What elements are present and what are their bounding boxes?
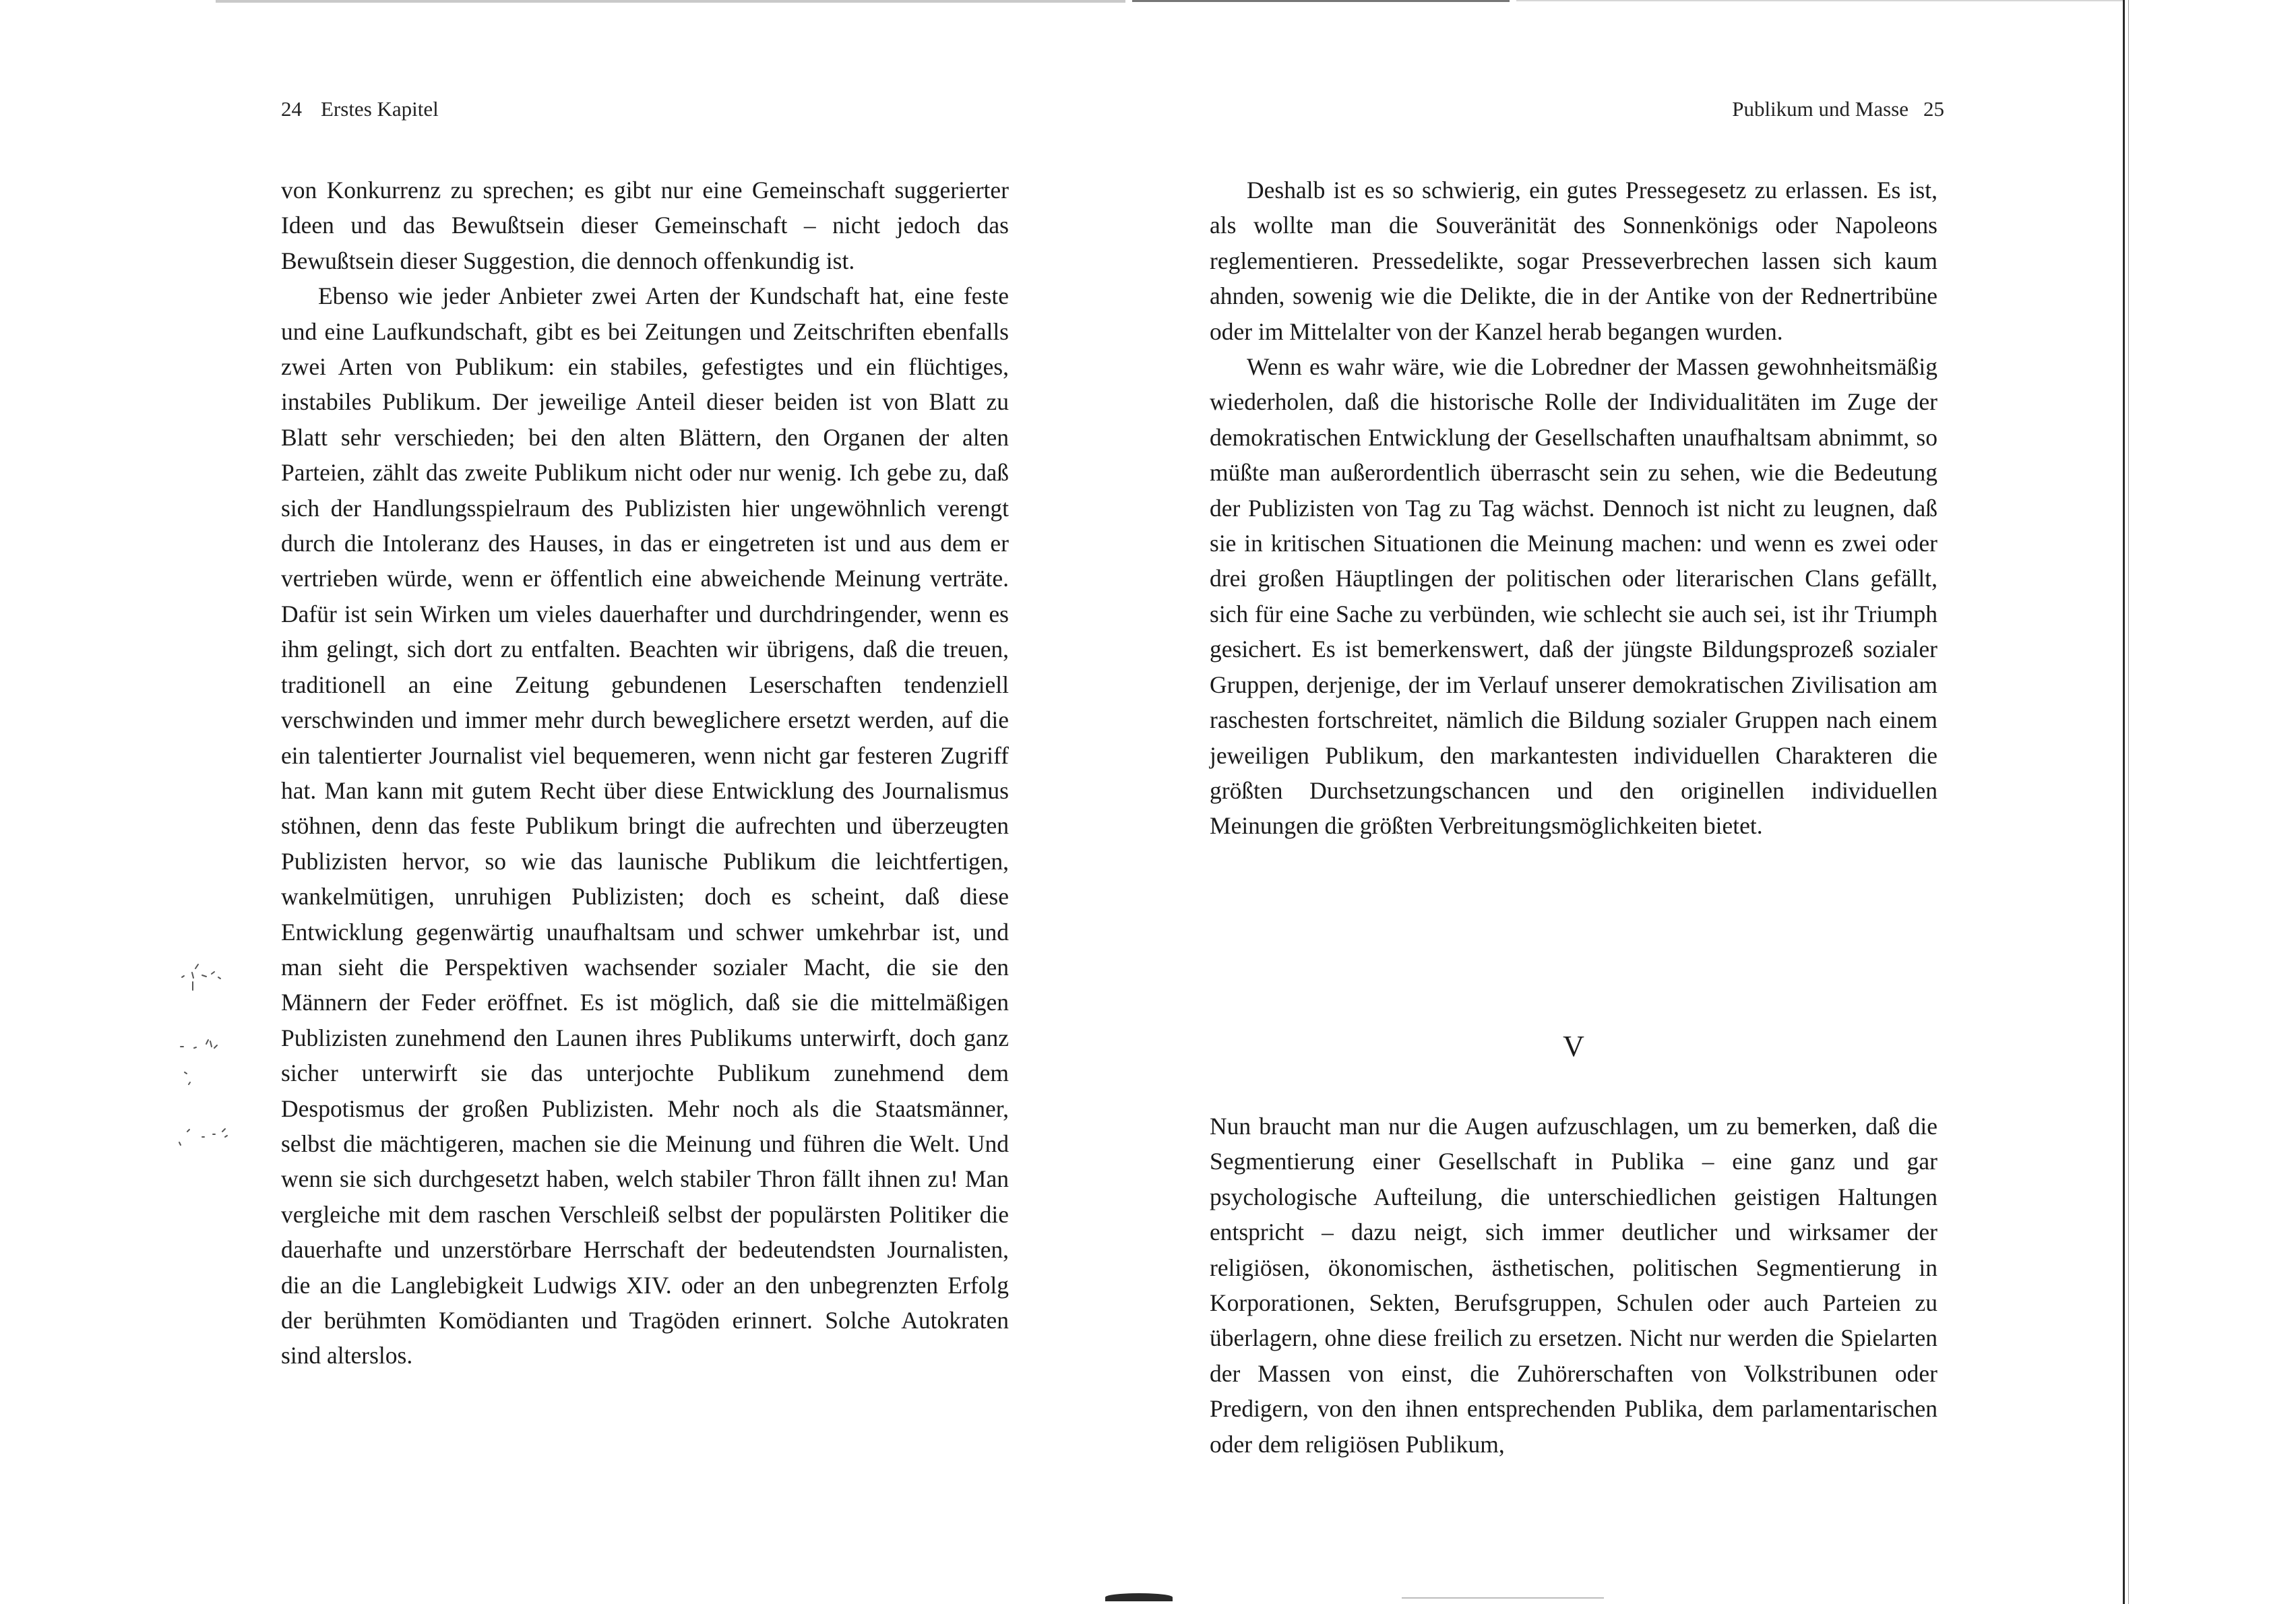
scan-edge-top-right	[1516, 0, 2123, 1]
scan-edge-line	[2123, 0, 2125, 1604]
scan-edge-top-left	[216, 0, 1125, 3]
right-page-text-top	[1210, 173, 1937, 844]
scan-right-margin	[2123, 0, 2296, 1604]
scan-edge-bottom	[1402, 1597, 1604, 1599]
left-page-number: 24	[281, 97, 302, 121]
paragraph: Nun braucht man nur die Augen aufzuschlagen, um zu bemerken, daß die Segmentierung einer Gesellschaft in Publika – eine ganz und gar psychologische Aufteilung, die unterschiedlichen geistigen Haltungen entspricht – dazu neigt, sich immer deutlicher und wirksamer der religiösen, ökonomischen, ästhetischen, politischen Segmentierung in Korporationen, Sekten, Berufsgruppen, Schulen oder auch Parteien zu überlagern, ohne diese freilich zu ersetzen. Nicht nur werden die Spielarten der Massen von einst, die Zuhörerschaften von Volkstribunen oder Predigern, von den ihnen entsprechenden Publika, dem parlamentarischen oder dem religiösen Publikum,	[1210, 1113, 1937, 1458]
paragraph: von Konkurrenz zu sprechen; es gibt nur eine Gemeinschaft suggerierter Ideen und das Bewußtsein dieser Gemeinschaft – nicht jedoch das Bewußtsein dieser Suggestion, die dennoch offenkundig ist.	[281, 177, 1009, 274]
right-page-number: 25	[1923, 97, 1944, 121]
left-running-head	[281, 96, 439, 123]
scan-binding-mark	[1105, 1593, 1173, 1601]
right-running-head	[1732, 96, 1944, 123]
margin-pencil-marks	[162, 940, 263, 1169]
section-heading: V	[1563, 1030, 1584, 1063]
scan-edge-top-center	[1132, 0, 1510, 2]
paragraph: Ebenso wie jeder Anbieter zwei Arten der Kundschaft hat, eine feste und eine Laufkundschaft, gibt es bei Zeitungen und Zeitschriften ebenfalls zwei Arten von Publikum: ein stabiles, gefestigtes und ein flüchtiges, instabiles Publikum. Der jeweilige Anteil dieser beiden ist von Blatt zu Blatt sehr verschieden; bei den alten Blättern, den Organen der alten Parteien, zählt das zweite Publikum nicht oder nur wenig. Ich gebe zu, daß sich der Handlungsspielraum des Publizisten hier ungewöhnlich verengt durch die Intoleranz des Hauses, in das er eingetreten ist und aus dem er vertrieben würde, wenn er öffentlich eine abweichende Meinung verträte. Dafür ist sein Wirken um vieles dauerhafter und durchdringender, wenn es ihm gelingt, sich dort zu entfalten. Beachten wir übrigens, daß die treuen, traditionell an eine Zeitung gebundenen Leserschaften tendenziell verschwinden und immer mehr durch beweglichere ersetzt werden, auf die ein talentierter Journalist viel bequemeren, wenn nicht gar festeren Zugriff hat. Man kann mit gutem Recht über diese Entwicklung des Journalismus stöhnen, denn das feste Publikum bringt die aufrechten und überzeugten Publizisten hervor, so wie das launische Publikum die leichtfertigen, wankelmütigen, unruhigen Publizisten; doch es scheint, daß diese Entwicklung gegenwärtig unaufhaltsam und schwer umkehrbar ist, und man sieht die Perspektiven wachsender sozialer Macht, die sie den Männern der Feder eröffnet. Es ist möglich, daß sie die mittelmäßigen Publizisten zunehmend den Launen ihres Publikums unterwirft, doch ganz sicher unterwirft sie das unterjochte Publikum zunehmend dem Despotismus der großen Publizisten. Mehr noch als die Staatsmänner, selbst die mächtigeren, machen sie die Meinung und führen die Welt. Und wenn sie sich durchgesetzt haben, welch stabiler Thron fällt ihnen zu! Man vergleiche mit dem raschen Verschleiß selbst der populärsten Politiker die dauerhafte und unzerstörbare Herrschaft der bedeutendsten Journalisten, die an die Langlebigkeit Ludwigs XIV. oder an den unbegrenzten Erfolg der berühmten Komödianten und Tragöden erinnert. Solche Autokraten sind alterslos.	[281, 282, 1009, 1369]
paragraph: Wenn es wahr wäre, wie die Lobredner der Massen gewohnheitsmäßig wiederholen, daß die historische Rolle der Individualitäten im Zuge der demokratischen Entwicklung der Gesellschaften unaufhaltsam abnimmt, so müßte man außerordentlich überrascht sein zu sehen, wie die Bedeutung der Publizisten von Tag zu Tag wächst. Dennoch ist nicht zu leugnen, daß sie in kritischen Situationen die Meinung machen: und wenn es zwei oder drei großen Häuptlingen der politischen oder literarischen Clans gefällt, sich für eine Sache zu verbünden, wie schlecht sie auch sei, ist ihr Triumph gesichert. Es ist bemerkenswert, daß der jüngste Bildungsprozeß sozialer Gruppen, derjenige, der im Verlauf unserer demokratischen Zivilisation am raschesten fortschreitet, nämlich die Bildung sozialer Gruppen nach einem jeweiligen Publikum, den markantesten individuellen Charakteren die größten Durchsetzungschancen und den originellen individuellen Meinungen die größten Verbreitungsmöglichkeiten bietet.	[1210, 353, 1937, 840]
scan-edge-line-secondary	[2128, 0, 2129, 1604]
left-page-text	[281, 173, 1009, 1374]
right-page-text-bottom	[1210, 1109, 1937, 1462]
paragraph: Deshalb ist es so schwierig, ein gutes Pressegesetz zu erlassen. Es ist, als wollte man die Souveränität des Sonnenkönigs oder Napoleons reglementieren. Pressedelikte, sogar Presseverbrechen lassen sich kaum ahnden, sowenig wie die Delikte, die in der Antike von der Rednertribüne oder im Mittelalter von der Kanzel herab begangen wurden.	[1210, 177, 1937, 345]
right-running-title: Publikum und Masse	[1732, 97, 1909, 121]
left-running-title: Erstes Kapitel	[321, 97, 439, 121]
